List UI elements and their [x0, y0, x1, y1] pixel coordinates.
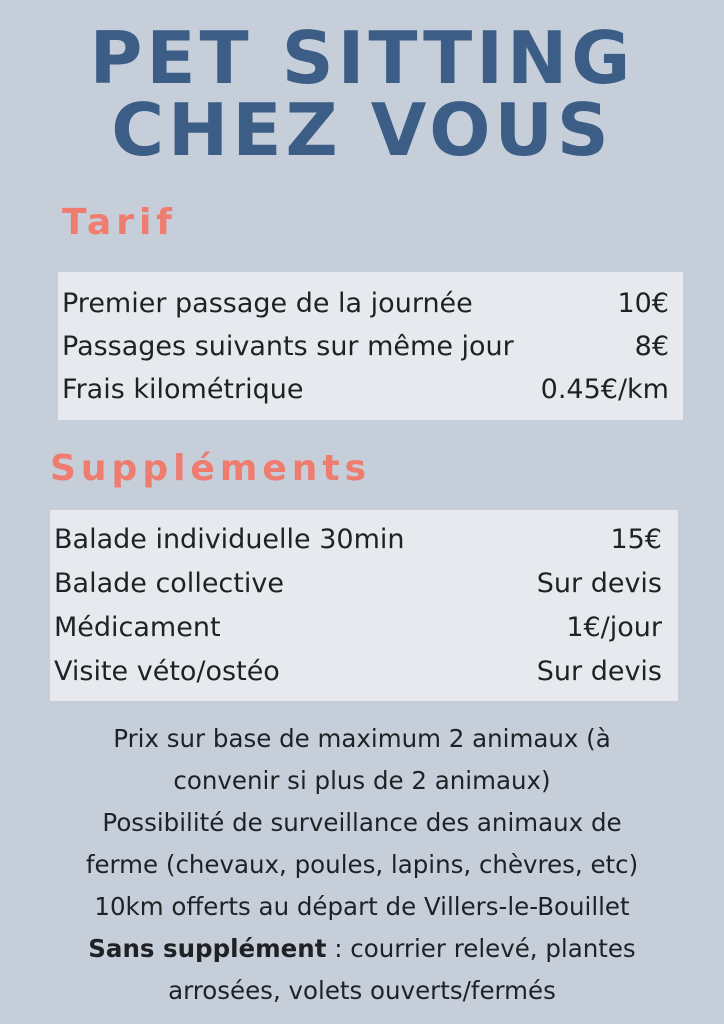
supplement-row-value: 1€/jour	[566, 612, 662, 643]
supplement-row	[54, 562, 662, 606]
title-line-1: PET SITTING	[89, 16, 635, 100]
supplement-row-label: Visite véto/ostéo	[54, 656, 280, 687]
note-line-rest: : courrier relevé, plantes	[326, 934, 636, 963]
supplement-row	[54, 606, 662, 650]
supplement-row-value: Sur devis	[536, 656, 662, 687]
tarif-row-value: 8€	[634, 331, 669, 362]
supplements-heading: Suppléments	[50, 448, 372, 489]
supplement-row	[54, 518, 662, 562]
tarif-table	[58, 272, 683, 420]
notes-block	[20, 718, 704, 1012]
tarif-row-value: 0.45€/km	[540, 374, 669, 405]
note-line: 10km offerts au départ de Villers-le-Bouillet	[94, 892, 630, 921]
tarif-heading: Tarif	[62, 202, 177, 243]
tarif-row	[62, 325, 669, 368]
note-bold-label: Sans supplément	[88, 934, 327, 963]
tarif-row-value: 10€	[617, 288, 669, 319]
supplement-row	[54, 650, 662, 694]
note-line: convenir si plus de 2 animaux)	[173, 766, 551, 795]
tarif-row-label: Frais kilométrique	[62, 374, 304, 405]
tarif-row	[62, 368, 669, 411]
note-line: Prix sur base de maximum 2 animaux (à	[113, 724, 611, 753]
page-title	[0, 16, 724, 172]
tarif-row-label: Premier passage de la journée	[62, 288, 473, 319]
supplement-row-label: Balade individuelle 30min	[54, 524, 405, 555]
note-line	[20, 928, 704, 970]
note-line: ferme (chevaux, poules, lapins, chèvres, etc)	[85, 850, 639, 879]
supplement-row-value: 15€	[610, 524, 662, 555]
note-line: arrosées, volets ouverts/fermés	[168, 976, 556, 1005]
tarif-row-label: Passages suivants sur même jour	[62, 331, 514, 362]
supplement-row-value: Sur devis	[536, 568, 662, 599]
supplement-row-label: Balade collective	[54, 568, 284, 599]
supplements-table	[50, 510, 678, 701]
title-line-2: CHEZ VOUS	[111, 88, 613, 172]
supplement-row-label: Médicament	[54, 612, 221, 643]
tarif-row	[62, 282, 669, 325]
note-line: Possibilité de surveillance des animaux de	[102, 808, 622, 837]
